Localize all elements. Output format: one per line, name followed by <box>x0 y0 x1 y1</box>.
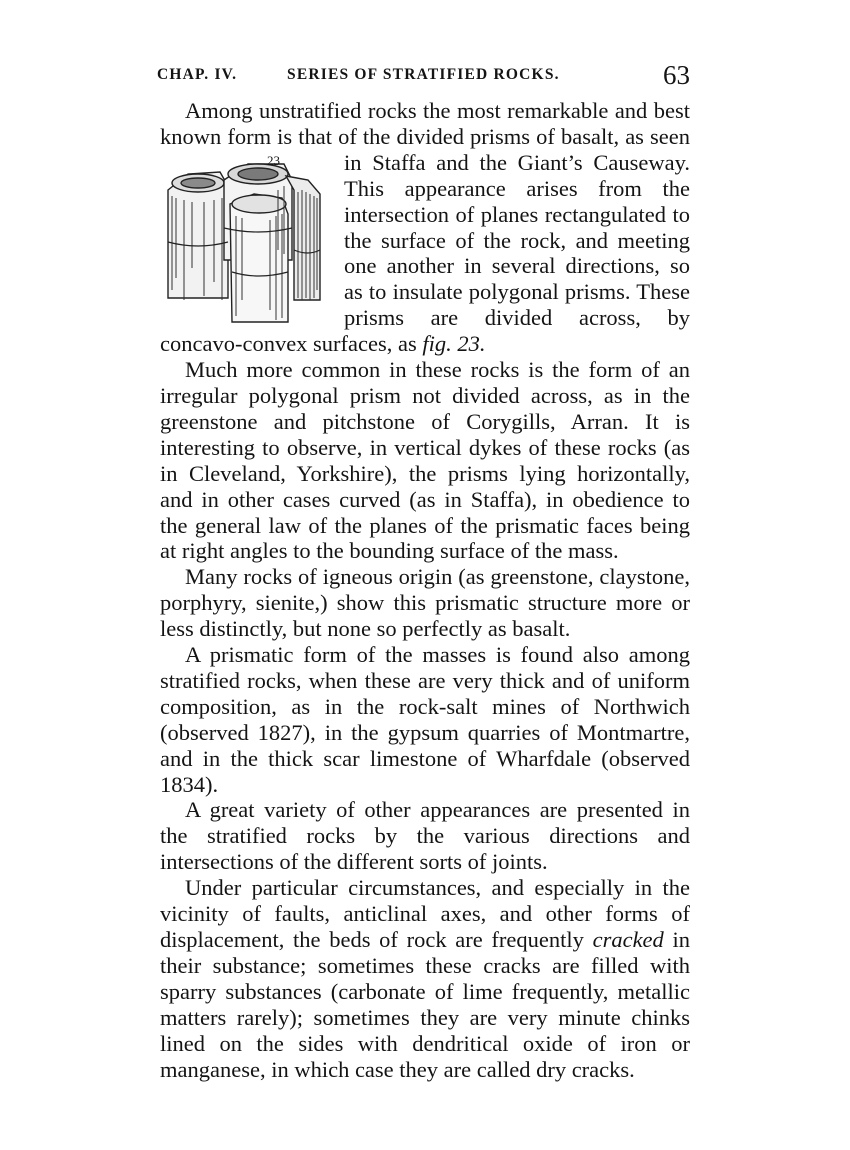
paragraph-6 <box>160 875 690 1082</box>
paragraph-5: A great variety of other appearances are presented in the stratified rocks by the various directions and intersections of the different sorts of joints. <box>160 797 690 875</box>
figure-23 <box>158 150 336 328</box>
figure-reference: fig. 23. <box>422 331 486 357</box>
chapter-label: CHAP. IV. <box>157 66 238 83</box>
body-text <box>160 98 690 1082</box>
figure-number: 23 <box>267 152 280 168</box>
paragraph-1 <box>160 98 690 357</box>
paragraph-6-opening: Under particular circumstances, and especially in the vicinity of faults, anticlinal axes, and other forms of displacement, the beds of rock are frequently <box>160 875 690 952</box>
paragraph-1-continued: basalt, as seen in Staffa and the Giant’s Causeway. This appearance arises from the intersection of planes rectangulated to the surface of the rock, and meeting one another in several directions, so as to insulate polygonal prisms. These prisms are divided across, by concavo-convex surfaces, as <box>160 123 691 357</box>
italic-word: cracked <box>592 927 664 952</box>
paragraph-4: A prismatic form of the masses is found also among stratified rocks, when these are very thick and of uniform composition, as in the rock-salt mines of Northwich (observed 1827), in the gypsum quarries of Montmartre, and in the thick scar limestone of Wharfdale (observed 1834). <box>160 642 690 797</box>
paragraph-6-closing: in their substance; sometimes these cracks are filled with sparry substances (carbonate of lime frequently, metallic matters rarely); sometimes they are very minute chinks lined on the sides with dendritical oxide of iron or manganese, in which case they are called dry cracks. <box>160 927 691 1082</box>
running-header <box>157 60 690 90</box>
paragraph-1-opening: Among unstratified rocks the most remarkable and best known form is that of the divided prisms of <box>160 98 690 149</box>
page-number: 63 <box>663 60 690 90</box>
paragraph-2: Much more common in these rocks is the form of an irregular polygonal prism not divided across, as in the greenstone and pitchstone of Corygills, Arran. It is interesting to observe, in vertical dykes of these rocks (as in Cleveland, Yorkshire), the prisms lying horizontally, and in other cases curved (as in Staffa), in obedience to the general law of the planes of the prismatic faces being at right angles to the bounding surface of the mass. <box>160 357 690 564</box>
running-title: SERIES OF STRATIFIED ROCKS. <box>287 66 560 83</box>
paragraph-3: Many rocks of igneous origin (as greenstone, claystone, porphyry, sienite,) show this prismatic structure more or less distinctly, but none so perfectly as basalt. <box>160 564 690 642</box>
basalt-prisms-icon <box>158 150 336 328</box>
